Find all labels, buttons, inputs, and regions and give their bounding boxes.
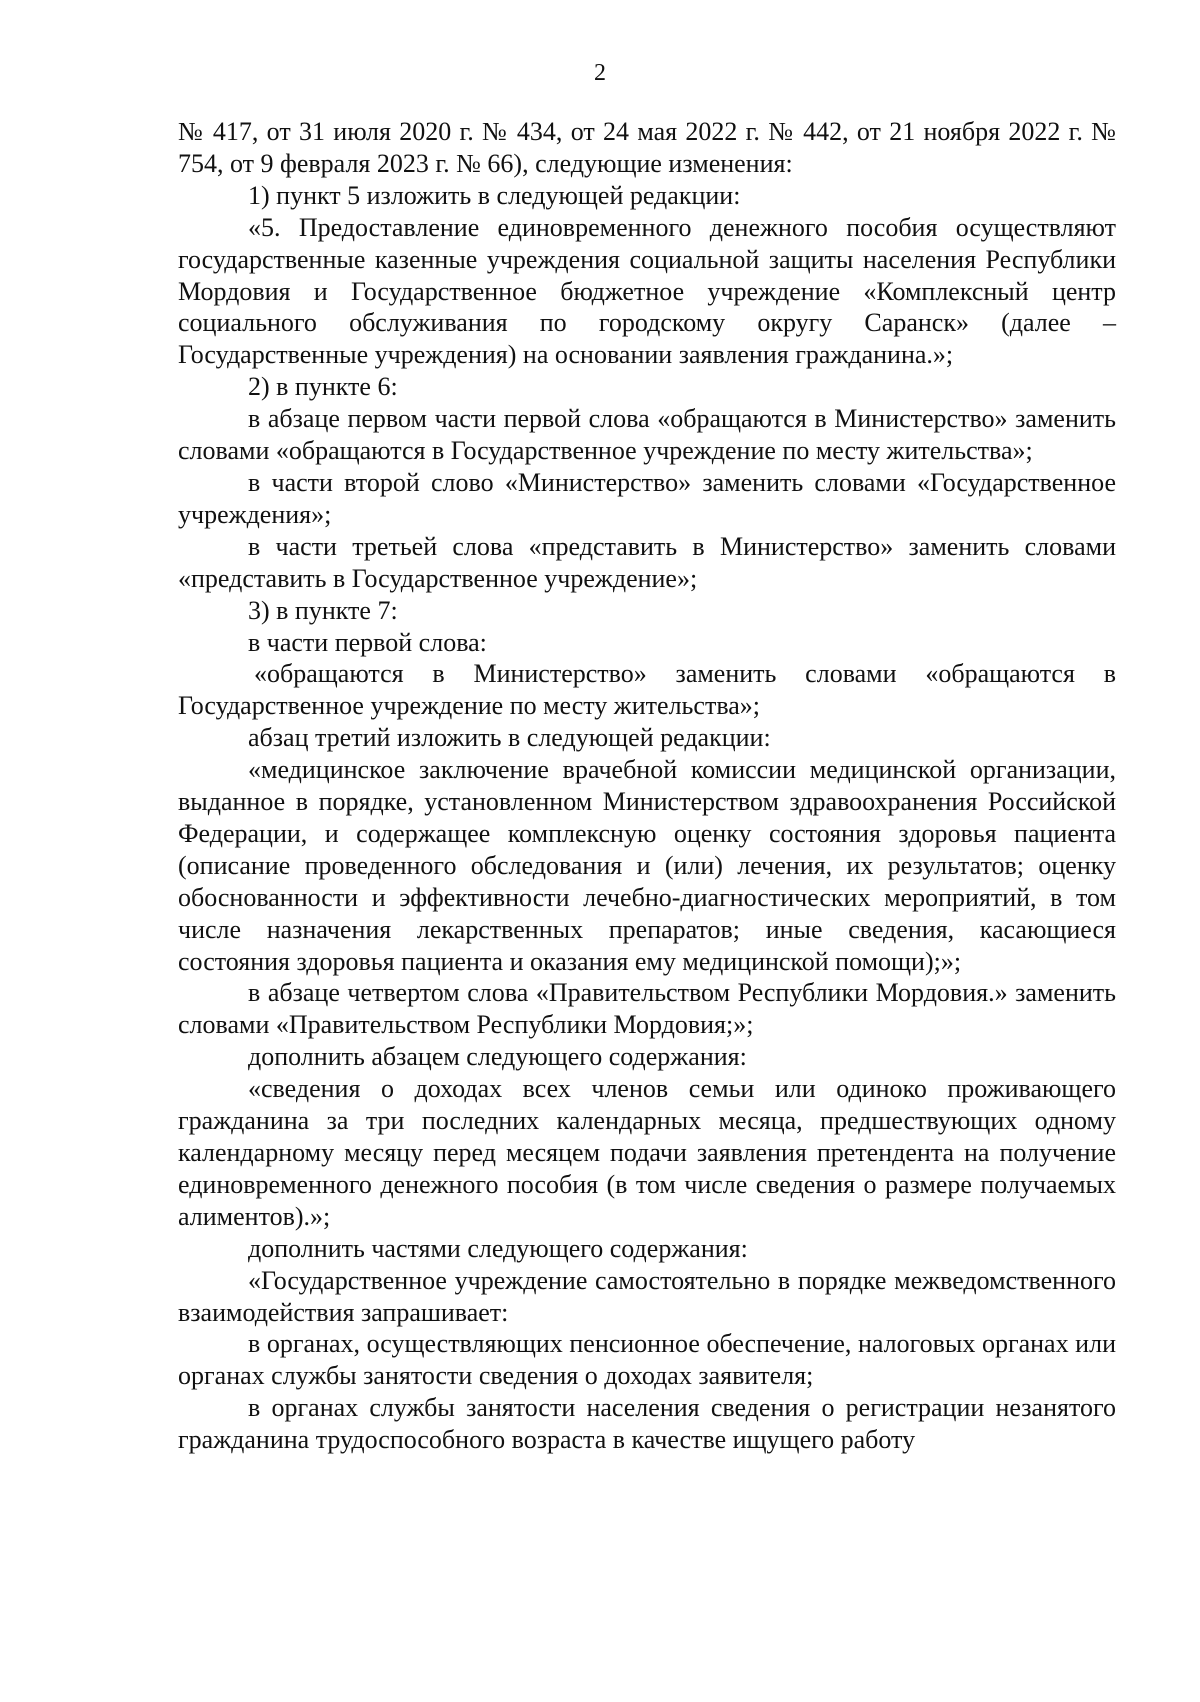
paragraph: «5. Предоставление единовременного денежного пособия осуществляют государственные казенные учреждения социальной защиты населения Республики Мордовия и Государственное бюджетное учреждение «Комплексный центр социального обслуживания по городскому округу Саранск» (далее – Государственные учреждения) на основании заявления гражданина.»; <box>178 212 1116 370</box>
paragraph: 2) в пункте 6: <box>248 372 398 402</box>
paragraph: дополнить частями следующего содержания: <box>248 1233 748 1263</box>
paragraph: в органах, осуществляющих пенсионное обеспечение, налоговых органах или органах службы занятости сведения о доходах заявителя; <box>178 1329 1116 1391</box>
paragraph: «обращаются в Министерство» заменить словами «обращаются в Государственное учреждение по месту жительства»; <box>178 659 1116 721</box>
paragraph: в части второй слово «Министерство» заменить словами «Государственное учреждения»; <box>178 467 1116 529</box>
document-body <box>178 116 1116 1456</box>
paragraph: в органах службы занятости населения сведения о регистрации незанятого гражданина трудоспособного возраста в качестве ищущего работу <box>178 1393 1116 1455</box>
page-number: 2 <box>594 60 606 86</box>
paragraph: № 417, от 31 июля 2020 г. № 434, от 24 мая 2022 г. № 442, от 21 ноября 2022 г. № 754, от 9 февраля 2023 г. № 66), следующие изменения: <box>178 117 1116 178</box>
paragraph: в части первой слова: <box>248 627 487 657</box>
paragraph: «сведения о доходах всех членов семьи или одиноко проживающего гражданина за три последних календарных месяца, предшествующих одному календарному месяцу перед месяцем подачи заявления претендента на получение единовременного денежного пособия (в том числе сведения о размере получаемых алиментов).»; <box>178 1074 1116 1231</box>
paragraph: 1) пункт 5 изложить в следующей редакции: <box>248 180 741 210</box>
paragraph: 3) в пункте 7: <box>248 595 398 625</box>
paragraph: в части третьей слова «представить в Министерство» заменить словами «представить в Государственное учреждение»; <box>178 531 1116 593</box>
paragraph: «медицинское заключение врачебной комиссии медицинской организации, выданное в порядке, установленном Министерством здравоохранения Российской Федерации, и содержащее комплексную оценку состояния здоровья пациента (описание проведенного обследования и (или) лечения, их результатов; оценку обоснованности и эффективности лечебно-диагностических мероприятий, в том числе назначения лекарственных препаратов; иные сведения, касающиеся состояния здоровья пациента и оказания ему медицинской помощи);»; <box>178 755 1116 976</box>
paragraph: дополнить абзацем следующего содержания: <box>248 1042 747 1072</box>
paragraph: абзац третий изложить в следующей редакции: <box>248 723 771 753</box>
paragraph: в абзаце четвертом слова «Правительством Республики Мордовия.» заменить словами «Правительством Республики Мордовия;»; <box>178 978 1116 1040</box>
paragraph: «Государственное учреждение самостоятельно в порядке межведомственного взаимодействия запрашивает: <box>178 1265 1116 1327</box>
paragraph: в абзаце первом части первой слова «обращаются в Министерство» заменить словами «обращаются в Государственное учреждение по месту жительства»; <box>178 404 1116 466</box>
